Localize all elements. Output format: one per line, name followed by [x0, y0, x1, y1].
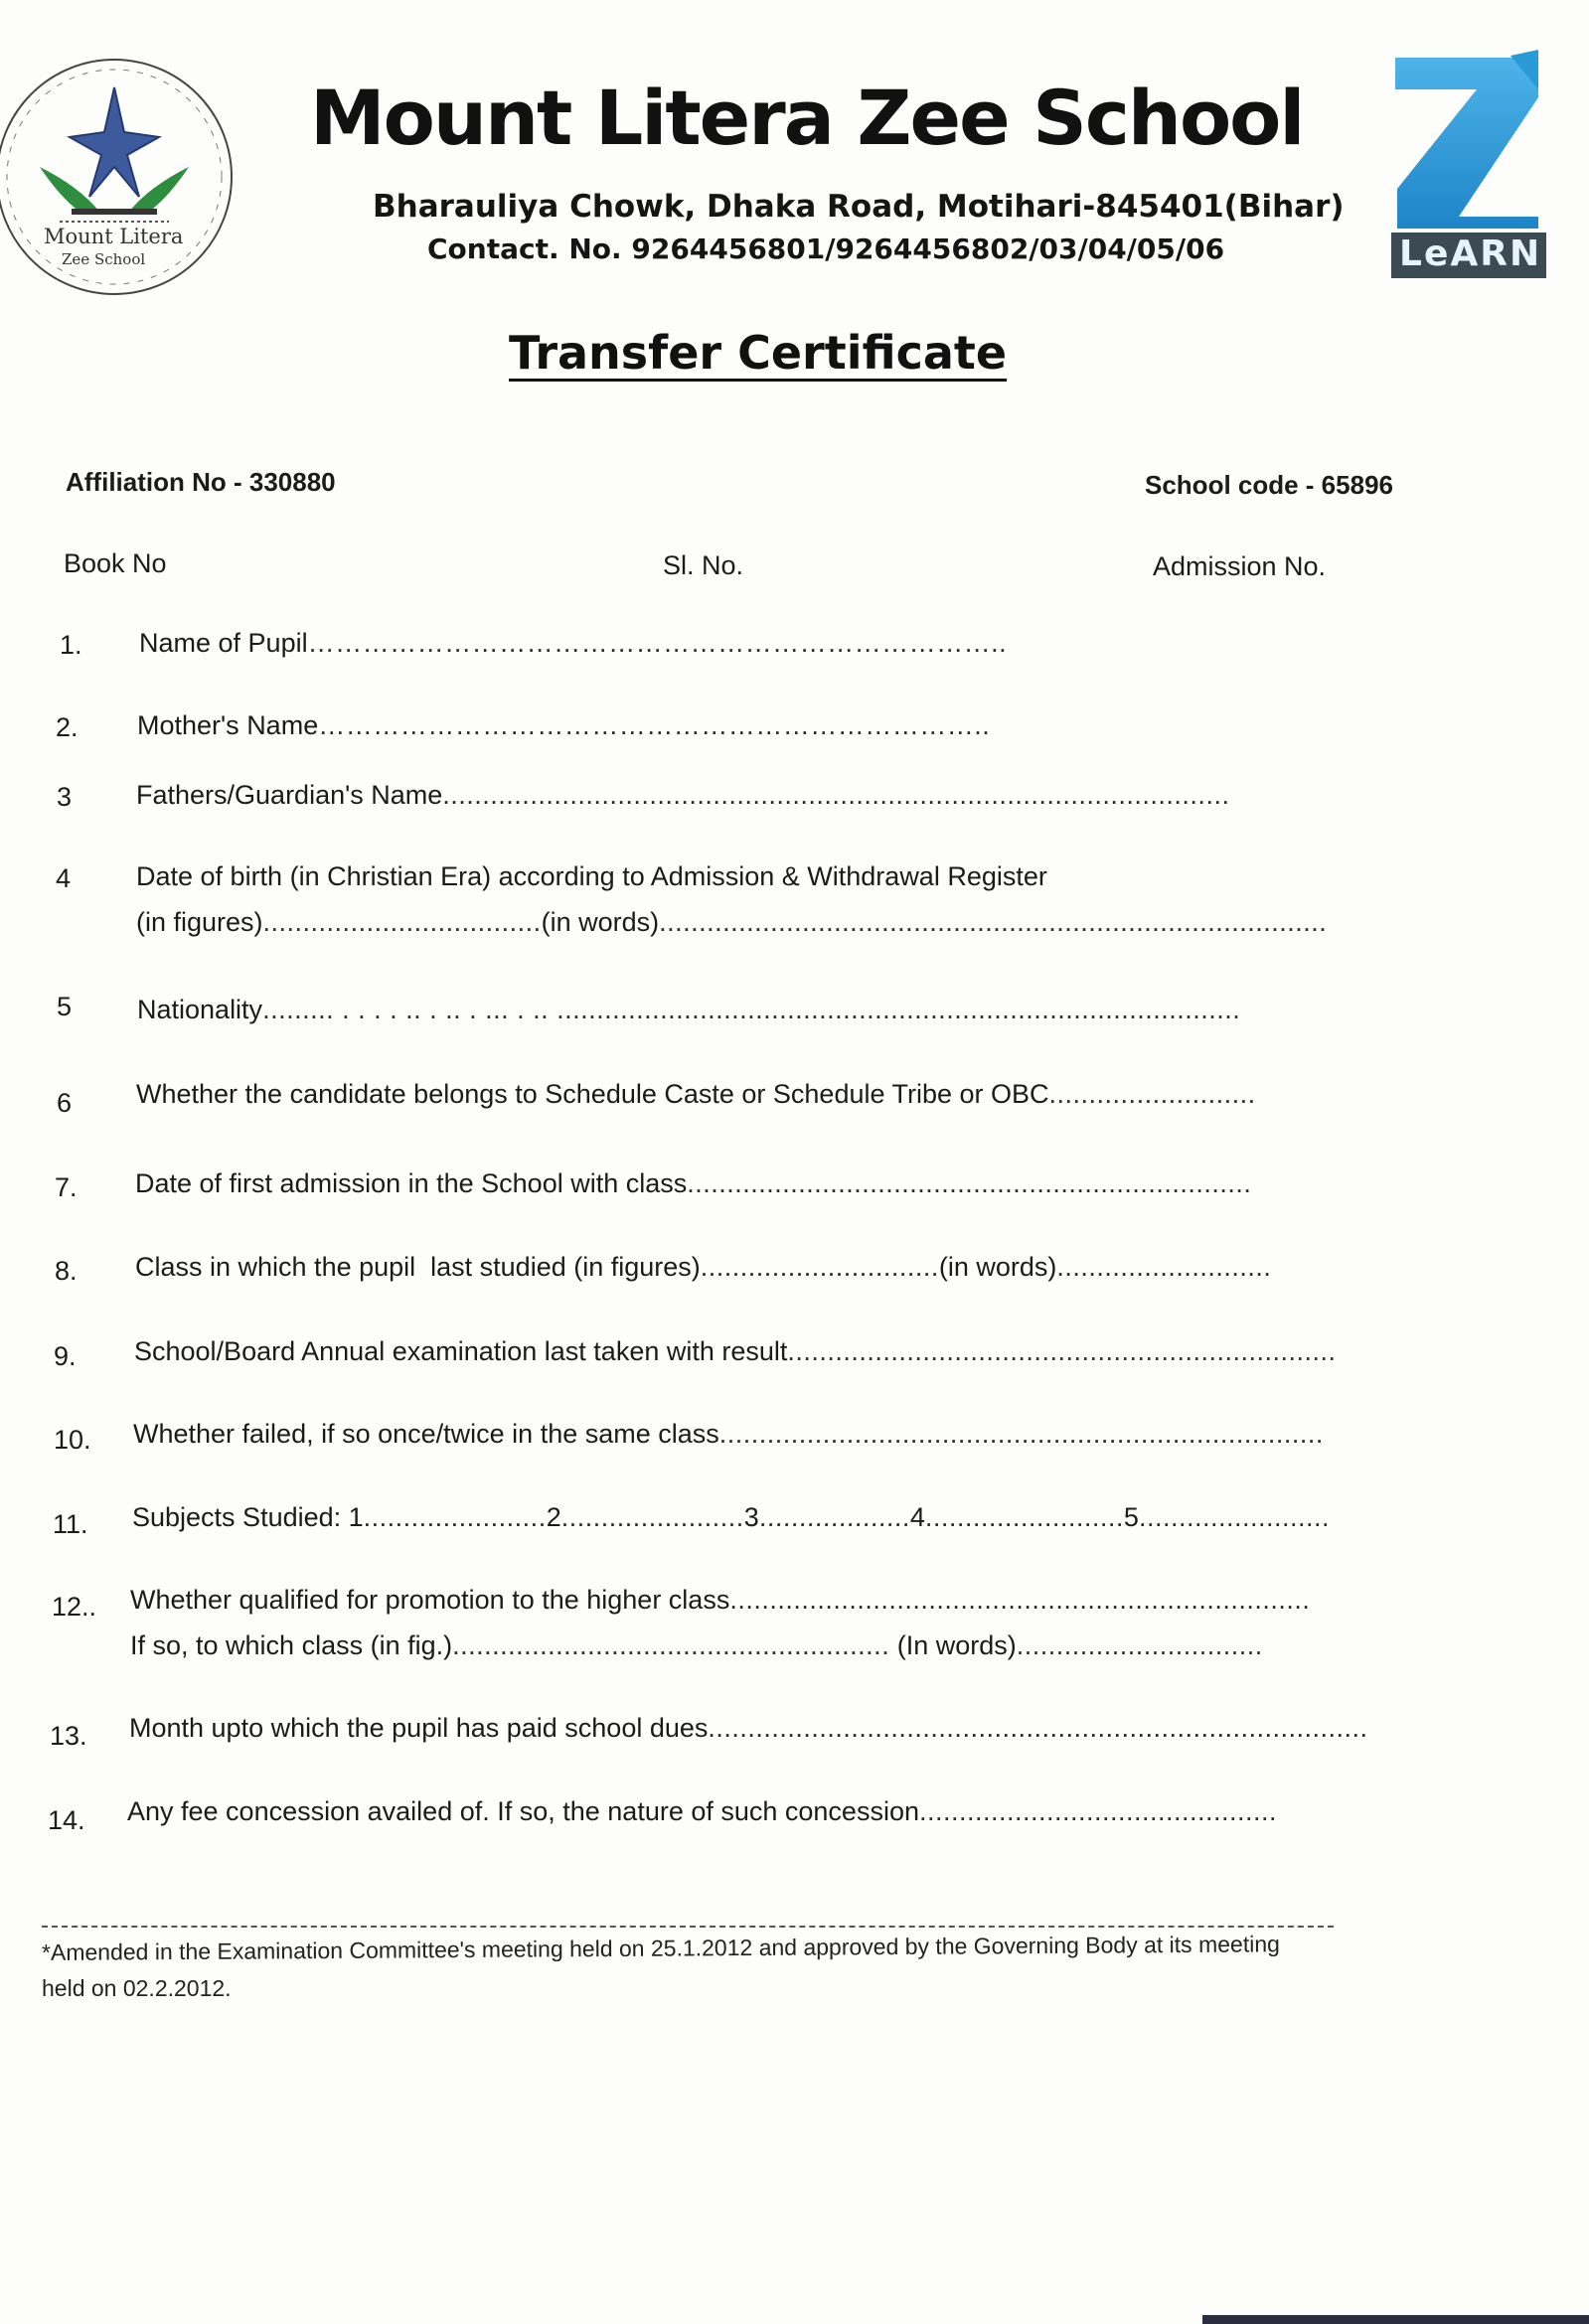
item-label: Date of first admission in the School with class — [135, 1168, 688, 1198]
item-label: Whether failed, if so once/twice in the same class — [133, 1419, 719, 1449]
item-label: Nationality — [137, 995, 263, 1024]
item-number: 9. — [54, 1341, 77, 1371]
item-label: Mother's Name — [137, 710, 319, 740]
item-label: Subjects Studied: 1 — [132, 1502, 364, 1532]
pupil-name-field: Name of Pupil………………………………………………………………….. — [139, 628, 1008, 658]
school-address: Bharauliya Chowk, Dhaka Road, Motihari-845401(Bihar) — [373, 189, 1345, 225]
exam-result-field: School/Board Annual examination last taken with result..................................................................... — [134, 1336, 1337, 1366]
subject-number: 5 — [1123, 1502, 1139, 1532]
item-number: 7. — [55, 1172, 78, 1202]
school-seal-logo — [0, 38, 248, 316]
item-label: (In words) — [889, 1630, 1017, 1660]
school-contact: Contact. No. 9264456801/9264456802/03/04/05/06 — [427, 232, 1225, 265]
page-edge-shadow — [1202, 2315, 1589, 2324]
subject-number: 4 — [909, 1502, 925, 1532]
subject-number: 3 — [743, 1502, 759, 1532]
zee-learn-logo-text: LeARN — [1399, 233, 1542, 274]
item-label: Name of Pupil — [139, 628, 308, 658]
item-label: Fathers/Guardian's Name — [136, 780, 443, 810]
item-label: (in words) — [938, 1252, 1057, 1282]
affiliation-number: Affiliation No - 330880 — [66, 467, 336, 497]
item-label: School/Board Annual examination last taken with result — [134, 1336, 788, 1366]
caste-field: Whether the candidate belongs to Schedule Caste or Schedule Tribe or OBC.......................... — [136, 1079, 1256, 1109]
footnote-line2: held on 02.2.2012. — [42, 1975, 232, 2001]
item-number: 11. — [53, 1509, 88, 1539]
last-class-field: Class in which the pupil last studied (in figures)..............................(in words)........................... — [135, 1252, 1272, 1282]
school-code: School code - 65896 — [1145, 470, 1393, 500]
footnote-line1: *Amended in the Examination Committee's meeting held on 25.1.2012 and approved by the Governing Body at its meeting — [41, 1931, 1280, 1965]
document-title: Transfer Certificate — [509, 326, 1008, 380]
dues-field: Month upto which the pupil has paid school dues................................................................................... — [129, 1713, 1368, 1743]
item-number: 10. — [54, 1425, 91, 1455]
item-number: 5 — [57, 992, 73, 1021]
item-label: Month upto which the pupil has paid school dues — [129, 1713, 709, 1743]
item-label: Any fee concession availed of. If so, the nature of such concession — [127, 1796, 919, 1826]
item-number: 14. — [48, 1805, 85, 1835]
seal-text-line2: Zee School — [62, 250, 146, 268]
item-number: 12.. — [52, 1592, 97, 1622]
item-number: 13. — [50, 1721, 87, 1751]
dob-field: (in figures)...................................(in words).................................................................................... — [136, 907, 1328, 937]
item-number: 2. — [56, 712, 79, 742]
item-number: 3 — [57, 782, 73, 812]
subject-number: 2 — [546, 1502, 561, 1532]
item-label: Class in which the pupil last studied (in figures) — [135, 1252, 701, 1282]
item-number: 1. — [60, 630, 82, 660]
footnote-divider — [42, 1926, 1334, 1928]
guardian-name-field: Fathers/Guardian's Name................................................................................................... — [136, 780, 1230, 810]
item-number: 4 — [56, 863, 72, 893]
school-name: Mount Litera Zee School — [310, 74, 1304, 162]
promotion-class-field: If so, to which class (in fig.)....................................................... (In words)............................... — [130, 1630, 1263, 1660]
item-number: 6 — [57, 1088, 73, 1118]
seal-text-line1: Mount Litera — [44, 225, 184, 248]
item-label: Whether the candidate belongs to Schedule Caste or Schedule Tribe or OBC — [136, 1079, 1049, 1109]
subjects-field: Subjects Studied: 1.......................2.......................3...................4.........................5........................ — [132, 1502, 1330, 1532]
failed-field: Whether failed, if so once/twice in the same class............................................................................ — [133, 1419, 1324, 1449]
sl-no-label: Sl. No. — [663, 550, 744, 580]
dob-label: Date of birth (in Christian Era) according to Admission & Withdrawal Register — [136, 861, 1047, 891]
item-label: (in figures) — [136, 907, 263, 937]
item-label: Whether qualified for promotion to the higher class — [130, 1585, 730, 1615]
first-admission-field: Date of first admission in the School with class....................................................................... — [135, 1168, 1252, 1198]
book-no-label: Book No — [64, 548, 167, 578]
item-label: If so, to which class (in fig.) — [130, 1630, 453, 1660]
concession-field: Any fee concession availed of. If so, the nature of such concession............................................. — [127, 1796, 1278, 1826]
promotion-field: Whether qualified for promotion to the higher class......................................................................... — [130, 1585, 1311, 1615]
admission-no-label: Admission No. — [1153, 551, 1327, 581]
item-number: 8. — [55, 1256, 78, 1286]
nationality-field: Nationality......... . . . . .. . .. . ... . .. ...................................................................................... — [137, 995, 1241, 1024]
mother-name-field: Mother's Name……………………………………………………………….. — [137, 710, 991, 740]
item-label: (in words) — [541, 907, 660, 937]
